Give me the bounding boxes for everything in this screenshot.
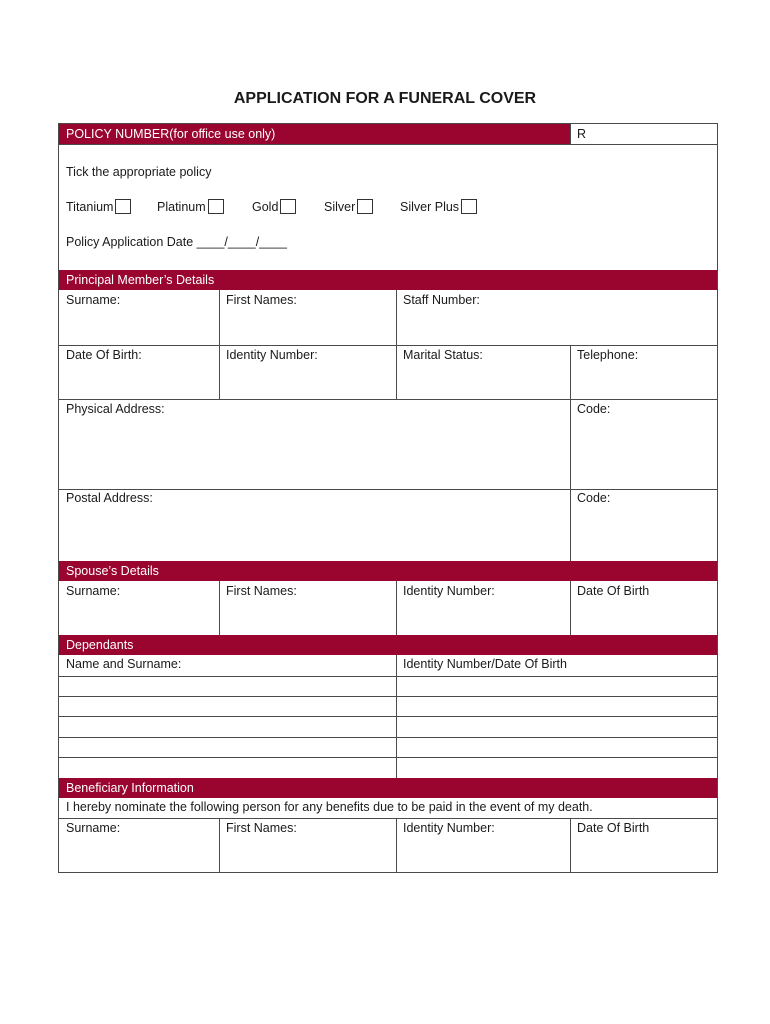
policy-option-gold — [252, 199, 296, 214]
policy-option-label: Silver Plus — [400, 200, 460, 214]
divider — [570, 345, 571, 561]
dependants-name-column: Name and Surname: — [66, 657, 182, 671]
policy-option-label: Gold — [252, 200, 279, 214]
divider — [59, 144, 717, 145]
divider — [396, 818, 397, 872]
application-form — [58, 123, 718, 873]
principal-postal-address-label: Postal Address: — [66, 491, 153, 505]
divider — [570, 581, 571, 635]
silver-checkbox[interactable] — [357, 199, 373, 214]
principal-dob-label: Date Of Birth: — [66, 348, 142, 362]
policy-instruction: Tick the appropriate policy — [66, 165, 212, 179]
dependant-row — [59, 757, 717, 758]
divider — [219, 818, 220, 872]
principal-staff-number-label: Staff Number: — [403, 293, 480, 307]
policy-application-date[interactable]: Policy Application Date ____/____/____ — [66, 235, 287, 249]
dependants-id-column: Identity Number/Date Of Birth — [403, 657, 567, 671]
divider — [59, 399, 717, 400]
gold-checkbox[interactable] — [280, 199, 296, 214]
beneficiary-surname-label: Surname: — [66, 821, 121, 835]
policy-option-label: Silver — [324, 200, 356, 214]
beneficiary-statement: I hereby nominate the following person for any benefits due to be paid in the event of my death. — [66, 800, 593, 814]
dependant-row — [59, 696, 717, 697]
divider — [570, 124, 571, 144]
spouse-surname-label: Surname: — [66, 584, 121, 598]
divider — [219, 581, 220, 635]
spouse-identity-label: Identity Number: — [403, 584, 495, 598]
dependant-row — [59, 737, 717, 738]
divider — [59, 818, 717, 819]
principal-postal-code-label: Code: — [577, 491, 611, 505]
beneficiary-dob-label: Date Of Birth — [577, 821, 650, 835]
principal-surname-label: Surname: — [66, 293, 121, 307]
policy-option-silver-plus — [400, 199, 477, 214]
policy-option-label: Titanium — [66, 200, 114, 214]
platinum-checkbox[interactable] — [208, 199, 224, 214]
divider — [59, 345, 717, 346]
titanium-checkbox[interactable] — [115, 199, 131, 214]
divider — [570, 818, 571, 872]
beneficiary-identity-label: Identity Number: — [403, 821, 495, 835]
policy-option-platinum — [157, 199, 224, 214]
principal-marital-label: Marital Status: — [403, 348, 483, 362]
spouse-dob-label: Date Of Birth — [577, 584, 650, 598]
principal-telephone-label: Telephone: — [577, 348, 639, 362]
policy-number-field[interactable]: R — [577, 127, 587, 141]
spouse-section-header: Spouse’s Details — [59, 561, 717, 581]
divider — [59, 489, 717, 490]
policy-number-label: POLICY NUMBER(for office use only) — [59, 124, 570, 144]
policy-option-silver — [324, 199, 373, 214]
policy-option-label: Platinum — [157, 200, 206, 214]
dependant-row — [59, 716, 717, 717]
silver-plus-checkbox[interactable] — [461, 199, 477, 214]
principal-section-header: Principal Member’s Details — [59, 270, 717, 290]
spouse-first-names-label: First Names: — [226, 584, 297, 598]
form-title: APPLICATION FOR A FUNERAL COVER — [233, 90, 537, 107]
principal-physical-address-label: Physical Address: — [66, 402, 165, 416]
beneficiary-first-names-label: First Names: — [226, 821, 297, 835]
dependants-section-header: Dependants — [59, 635, 717, 655]
divider — [396, 581, 397, 635]
principal-identity-label: Identity Number: — [226, 348, 318, 362]
principal-first-names-label: First Names: — [226, 293, 297, 307]
beneficiary-section-header: Beneficiary Information — [59, 778, 717, 798]
policy-option-titanium — [66, 199, 131, 214]
principal-physical-code-label: Code: — [577, 402, 611, 416]
divider — [59, 676, 717, 677]
